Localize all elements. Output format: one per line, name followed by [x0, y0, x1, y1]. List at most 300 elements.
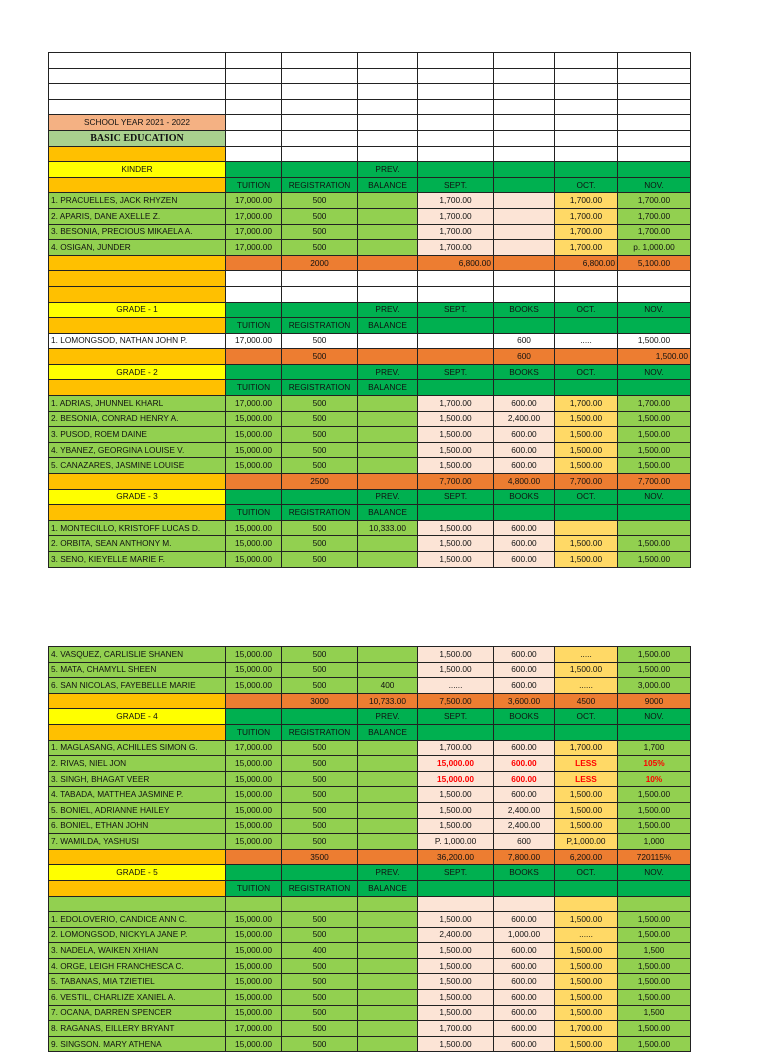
cell-tuition[interactable] [226, 115, 282, 131]
cell-prev-balance[interactable] [358, 1021, 418, 1037]
cell-oct[interactable]: ...... [555, 678, 618, 694]
cell-prev-balance[interactable]: PREV. [358, 364, 418, 380]
cell-nov[interactable]: 9000 [618, 693, 691, 709]
cell-prev-balance[interactable]: PREV. [358, 709, 418, 725]
cell-books[interactable]: BOOKS [494, 489, 555, 505]
cell-prev-balance[interactable]: 400 [358, 678, 418, 694]
cell-registration[interactable]: REGISTRATION [282, 380, 358, 396]
cell-name[interactable]: 3. PUSOD, ROEM DAINE [49, 427, 226, 443]
cell-nov[interactable]: 1,700.00 [618, 396, 691, 412]
cell-oct[interactable]: OCT. [555, 709, 618, 725]
cell-oct[interactable]: P,1,000.00 [555, 834, 618, 850]
cell-name[interactable]: 7. OCANA, DARREN SPENCER [49, 1005, 226, 1021]
cell-tuition[interactable]: 15,000.00 [226, 927, 282, 943]
cell-sept[interactable] [418, 724, 494, 740]
cell-books[interactable]: 3,600.00 [494, 693, 555, 709]
cell-tuition[interactable] [226, 255, 282, 271]
cell-oct[interactable]: 7,700.00 [555, 474, 618, 490]
cell-tuition[interactable]: 15,000.00 [226, 834, 282, 850]
cell-prev-balance[interactable] [358, 834, 418, 850]
cell-books[interactable]: BOOKS [494, 364, 555, 380]
cell-oct[interactable]: 1,500.00 [555, 1005, 618, 1021]
cell-books[interactable]: BOOKS [494, 709, 555, 725]
cell-nov[interactable]: 10% [618, 771, 691, 787]
cell-oct[interactable]: 1,500.00 [555, 427, 618, 443]
cell-oct[interactable]: 1,700.00 [555, 208, 618, 224]
cell-registration[interactable]: REGISTRATION [282, 880, 358, 896]
cell-nov[interactable]: 1,500.00 [618, 818, 691, 834]
cell-oct[interactable] [555, 318, 618, 334]
cell-nov[interactable] [618, 84, 691, 100]
cell-sept[interactable]: SEPT. [418, 709, 494, 725]
cell-books[interactable]: 600.00 [494, 912, 555, 928]
cell-registration[interactable]: 500 [282, 974, 358, 990]
cell-oct[interactable]: 6,200.00 [555, 849, 618, 865]
cell-oct[interactable] [555, 286, 618, 302]
cell-tuition[interactable]: 17,000.00 [226, 396, 282, 412]
cell-tuition[interactable]: 17,000.00 [226, 333, 282, 349]
cell-tuition[interactable] [226, 865, 282, 881]
cell-oct[interactable]: 1,500.00 [555, 958, 618, 974]
cell-prev-balance[interactable] [358, 958, 418, 974]
cell-nov[interactable]: 1,500.00 [618, 927, 691, 943]
cell-nov[interactable] [618, 380, 691, 396]
cell-registration[interactable]: 500 [282, 349, 358, 365]
cell-oct[interactable]: 1,500.00 [555, 458, 618, 474]
cell-nov[interactable]: 1,500.00 [618, 974, 691, 990]
cell-sept[interactable]: 1,700.00 [418, 1021, 494, 1037]
cell-tuition[interactable]: 15,000.00 [226, 427, 282, 443]
cell-name[interactable]: 1. PRACUELLES, JACK RHYZEN [49, 193, 226, 209]
cell-tuition[interactable] [226, 146, 282, 162]
cell-tuition[interactable] [226, 709, 282, 725]
cell-oct[interactable]: 1,500.00 [555, 1036, 618, 1052]
cell-tuition[interactable]: TUITION [226, 318, 282, 334]
cell-name[interactable]: 1. LOMONGSOD, NATHAN JOHN P. [49, 333, 226, 349]
cell-sept[interactable] [418, 880, 494, 896]
cell-prev-balance[interactable] [358, 849, 418, 865]
cell-sept[interactable] [418, 68, 494, 84]
cell-tuition[interactable] [226, 302, 282, 318]
cell-oct[interactable]: 1,700.00 [555, 224, 618, 240]
cell-tuition[interactable]: TUITION [226, 724, 282, 740]
cell-sept[interactable]: 1,500.00 [418, 958, 494, 974]
cell-sept[interactable] [418, 99, 494, 115]
cell-registration[interactable] [282, 271, 358, 287]
cell-nov[interactable] [618, 99, 691, 115]
cell-books[interactable]: 600.00 [494, 974, 555, 990]
cell-name[interactable]: 5. BONIEL, ADRIANNE HAILEY [49, 802, 226, 818]
cell-name[interactable] [49, 505, 226, 521]
cell-sept[interactable]: 1,700.00 [418, 224, 494, 240]
cell-oct[interactable]: LESS [555, 756, 618, 772]
cell-registration[interactable]: REGISTRATION [282, 318, 358, 334]
cell-books[interactable]: 600.00 [494, 958, 555, 974]
cell-books[interactable] [494, 255, 555, 271]
cell-prev-balance[interactable] [358, 130, 418, 146]
cell-oct[interactable]: LESS [555, 771, 618, 787]
cell-oct[interactable]: OCT. [555, 865, 618, 881]
cell-books[interactable]: 600.00 [494, 1005, 555, 1021]
cell-books[interactable] [494, 240, 555, 256]
cell-registration[interactable]: 500 [282, 552, 358, 568]
cell-books[interactable]: 600.00 [494, 1036, 555, 1052]
cell-tuition[interactable]: 15,000.00 [226, 647, 282, 663]
cell-tuition[interactable] [226, 68, 282, 84]
cell-registration[interactable]: 500 [282, 193, 358, 209]
cell-oct[interactable] [555, 505, 618, 521]
cell-registration[interactable] [282, 865, 358, 881]
cell-tuition[interactable] [226, 896, 282, 912]
cell-nov[interactable] [618, 880, 691, 896]
cell-books[interactable] [494, 68, 555, 84]
cell-tuition[interactable]: 15,000.00 [226, 1036, 282, 1052]
cell-registration[interactable]: 500 [282, 1005, 358, 1021]
cell-registration[interactable]: 500 [282, 647, 358, 663]
cell-books[interactable]: 600.00 [494, 756, 555, 772]
cell-nov[interactable]: 1,500.00 [618, 1036, 691, 1052]
cell-nov[interactable]: 1,700.00 [618, 224, 691, 240]
cell-nov[interactable]: NOV. [618, 364, 691, 380]
cell-prev-balance[interactable] [358, 53, 418, 69]
cell-prev-balance[interactable] [358, 1036, 418, 1052]
cell-nov[interactable]: 1,500.00 [618, 552, 691, 568]
cell-sept[interactable] [418, 318, 494, 334]
cell-name[interactable]: 1. MONTECILLO, KRISTOFF LUCAS D. [49, 520, 226, 536]
cell-registration[interactable]: 500 [282, 224, 358, 240]
cell-books[interactable] [494, 505, 555, 521]
cell-prev-balance[interactable] [358, 1005, 418, 1021]
cell-name[interactable] [49, 880, 226, 896]
cell-books[interactable] [494, 193, 555, 209]
cell-tuition[interactable] [226, 489, 282, 505]
cell-sept[interactable]: 1,500.00 [418, 787, 494, 803]
cell-books[interactable]: 600.00 [494, 678, 555, 694]
cell-books[interactable] [494, 99, 555, 115]
cell-books[interactable]: 2,400.00 [494, 411, 555, 427]
cell-oct[interactable]: 1,500.00 [555, 662, 618, 678]
cell-prev-balance[interactable] [358, 240, 418, 256]
cell-name[interactable] [49, 318, 226, 334]
cell-prev-balance[interactable] [358, 771, 418, 787]
cell-registration[interactable]: 500 [282, 802, 358, 818]
cell-sept[interactable] [418, 896, 494, 912]
cell-nov[interactable]: 1,500 [618, 1005, 691, 1021]
cell-nov[interactable] [618, 318, 691, 334]
cell-oct[interactable] [555, 162, 618, 178]
cell-name[interactable]: 1. ADRIAS, JHUNNEL KHARL [49, 396, 226, 412]
cell-nov[interactable]: 1,500.00 [618, 442, 691, 458]
cell-oct[interactable]: 1,700.00 [555, 1021, 618, 1037]
cell-oct[interactable]: ..... [555, 333, 618, 349]
cell-registration[interactable]: 500 [282, 1036, 358, 1052]
cell-sept[interactable]: 36,200.00 [418, 849, 494, 865]
cell-nov[interactable]: 5,100.00 [618, 255, 691, 271]
cell-name[interactable]: GRADE - 4 [49, 709, 226, 725]
cell-tuition[interactable]: 17,000.00 [226, 240, 282, 256]
cell-name[interactable]: 7. WAMILDA, YASHUSI [49, 834, 226, 850]
cell-tuition[interactable]: 15,000.00 [226, 990, 282, 1006]
cell-oct[interactable] [555, 68, 618, 84]
cell-books[interactable] [494, 380, 555, 396]
cell-prev-balance[interactable] [358, 647, 418, 663]
cell-prev-balance[interactable]: 10,733.00 [358, 693, 418, 709]
cell-tuition[interactable]: 15,000.00 [226, 756, 282, 772]
cell-registration[interactable] [282, 709, 358, 725]
cell-books[interactable]: 600.00 [494, 740, 555, 756]
cell-oct[interactable] [555, 271, 618, 287]
cell-nov[interactable]: 1,500.00 [618, 536, 691, 552]
cell-oct[interactable]: ..... [555, 647, 618, 663]
cell-tuition[interactable]: 15,000.00 [226, 802, 282, 818]
cell-tuition[interactable]: 15,000.00 [226, 1005, 282, 1021]
cell-nov[interactable]: NOV. [618, 865, 691, 881]
cell-nov[interactable] [618, 68, 691, 84]
cell-tuition[interactable] [226, 99, 282, 115]
cell-prev-balance[interactable] [358, 193, 418, 209]
cell-prev-balance[interactable] [358, 662, 418, 678]
cell-registration[interactable] [282, 489, 358, 505]
cell-sept[interactable]: 1,500.00 [418, 912, 494, 928]
cell-name[interactable] [49, 68, 226, 84]
cell-name[interactable]: 6. VESTIL, CHARLIZE XANIEL A. [49, 990, 226, 1006]
cell-nov[interactable]: NOV. [618, 709, 691, 725]
cell-prev-balance[interactable] [358, 146, 418, 162]
cell-sept[interactable]: SEPT. [418, 489, 494, 505]
cell-name[interactable]: BASIC EDUCATION [49, 130, 226, 146]
cell-sept[interactable]: 1,500.00 [418, 536, 494, 552]
cell-sept[interactable]: 1,500.00 [418, 818, 494, 834]
cell-registration[interactable] [282, 130, 358, 146]
cell-registration[interactable]: 500 [282, 834, 358, 850]
cell-oct[interactable] [555, 896, 618, 912]
cell-registration[interactable] [282, 99, 358, 115]
cell-prev-balance[interactable]: BALANCE [358, 724, 418, 740]
cell-name[interactable]: 5. CANAZARES, JASMINE LOUISE [49, 458, 226, 474]
cell-prev-balance[interactable]: BALANCE [358, 177, 418, 193]
cell-oct[interactable]: 1,500.00 [555, 802, 618, 818]
cell-nov[interactable]: 1,500.00 [618, 427, 691, 443]
cell-nov[interactable] [618, 146, 691, 162]
cell-sept[interactable]: SEPT. [418, 364, 494, 380]
cell-registration[interactable]: 500 [282, 240, 358, 256]
cell-tuition[interactable]: TUITION [226, 880, 282, 896]
cell-oct[interactable]: 1,500.00 [555, 787, 618, 803]
cell-registration[interactable] [282, 302, 358, 318]
cell-books[interactable]: 600 [494, 834, 555, 850]
cell-name[interactable]: 6. BONIEL, ETHAN JOHN [49, 818, 226, 834]
cell-oct[interactable]: 4500 [555, 693, 618, 709]
cell-books[interactable]: 600.00 [494, 990, 555, 1006]
cell-oct[interactable] [555, 349, 618, 365]
cell-name[interactable]: 1. EDOLOVERIO, CANDICE ANN C. [49, 912, 226, 928]
cell-prev-balance[interactable] [358, 740, 418, 756]
cell-tuition[interactable]: 17,000.00 [226, 740, 282, 756]
cell-oct[interactable]: 1,500.00 [555, 536, 618, 552]
cell-oct[interactable] [555, 115, 618, 131]
cell-books[interactable]: 600.00 [494, 520, 555, 536]
cell-sept[interactable]: 7,700.00 [418, 474, 494, 490]
cell-oct[interactable]: 6,800.00 [555, 255, 618, 271]
cell-name[interactable] [49, 693, 226, 709]
cell-tuition[interactable] [226, 364, 282, 380]
cell-prev-balance[interactable] [358, 427, 418, 443]
cell-name[interactable] [49, 255, 226, 271]
cell-registration[interactable] [282, 162, 358, 178]
cell-sept[interactable] [418, 505, 494, 521]
cell-prev-balance[interactable] [358, 286, 418, 302]
cell-oct[interactable] [555, 380, 618, 396]
cell-sept[interactable]: 1,500.00 [418, 1036, 494, 1052]
cell-prev-balance[interactable]: BALANCE [358, 505, 418, 521]
cell-sept[interactable]: 15,000.00 [418, 756, 494, 772]
cell-tuition[interactable] [226, 271, 282, 287]
cell-oct[interactable] [555, 84, 618, 100]
cell-prev-balance[interactable] [358, 974, 418, 990]
cell-sept[interactable]: SEPT. [418, 865, 494, 881]
cell-books[interactable]: 600.00 [494, 771, 555, 787]
cell-books[interactable] [494, 271, 555, 287]
cell-sept[interactable]: 1,500.00 [418, 552, 494, 568]
cell-nov[interactable]: 1,500.00 [618, 1021, 691, 1037]
cell-name[interactable]: 2. APARIS, DANE AXELLE Z. [49, 208, 226, 224]
cell-nov[interactable] [618, 896, 691, 912]
cell-registration[interactable]: 3000 [282, 693, 358, 709]
cell-books[interactable] [494, 162, 555, 178]
cell-registration[interactable]: 500 [282, 740, 358, 756]
cell-nov[interactable]: 1,500.00 [618, 990, 691, 1006]
cell-prev-balance[interactable] [358, 271, 418, 287]
cell-registration[interactable]: REGISTRATION [282, 505, 358, 521]
cell-tuition[interactable]: 15,000.00 [226, 974, 282, 990]
cell-nov[interactable] [618, 162, 691, 178]
cell-name[interactable]: 4. TABADA, MATTHEA JASMINE P. [49, 787, 226, 803]
cell-oct[interactable]: 1,500.00 [555, 912, 618, 928]
cell-nov[interactable] [618, 271, 691, 287]
cell-tuition[interactable]: 15,000.00 [226, 458, 282, 474]
cell-name[interactable]: 9. SINGSON. MARY ATHENA [49, 1036, 226, 1052]
cell-name[interactable]: 6. SAN NICOLAS, FAYEBELLE MARIE [49, 678, 226, 694]
cell-sept[interactable]: 1,500.00 [418, 442, 494, 458]
cell-prev-balance[interactable] [358, 99, 418, 115]
cell-prev-balance[interactable] [358, 84, 418, 100]
cell-name[interactable] [49, 380, 226, 396]
cell-name[interactable]: 5. MATA, CHAMYLL SHEEN [49, 662, 226, 678]
cell-sept[interactable]: 1,500.00 [418, 1005, 494, 1021]
cell-nov[interactable] [618, 115, 691, 131]
cell-name[interactable]: 8. RAGANAS, EILLERY BRYANT [49, 1021, 226, 1037]
cell-oct[interactable]: OCT. [555, 302, 618, 318]
cell-name[interactable] [49, 896, 226, 912]
cell-tuition[interactable]: 17,000.00 [226, 224, 282, 240]
cell-registration[interactable] [282, 84, 358, 100]
cell-prev-balance[interactable] [358, 912, 418, 928]
cell-registration[interactable]: 2000 [282, 255, 358, 271]
cell-tuition[interactable] [226, 53, 282, 69]
cell-books[interactable]: 600.00 [494, 442, 555, 458]
cell-oct[interactable] [555, 53, 618, 69]
cell-oct[interactable]: 1,500.00 [555, 818, 618, 834]
cell-sept[interactable]: 1,500.00 [418, 990, 494, 1006]
cell-books[interactable] [494, 130, 555, 146]
cell-sept[interactable] [418, 130, 494, 146]
cell-registration[interactable]: 3500 [282, 849, 358, 865]
cell-registration[interactable]: 500 [282, 536, 358, 552]
cell-oct[interactable]: 1,500.00 [555, 943, 618, 959]
cell-tuition[interactable] [226, 849, 282, 865]
cell-registration[interactable]: 500 [282, 756, 358, 772]
cell-registration[interactable]: 500 [282, 818, 358, 834]
cell-name[interactable]: 2. ORBITA, SEAN ANTHONY M. [49, 536, 226, 552]
cell-sept[interactable]: 1,700.00 [418, 740, 494, 756]
cell-registration[interactable]: 500 [282, 990, 358, 1006]
cell-oct[interactable]: 1,700.00 [555, 740, 618, 756]
cell-prev-balance[interactable] [358, 536, 418, 552]
cell-sept[interactable]: 1,500.00 [418, 411, 494, 427]
cell-prev-balance[interactable] [358, 896, 418, 912]
cell-sept[interactable]: SEPT. [418, 302, 494, 318]
cell-books[interactable]: 2,400.00 [494, 818, 555, 834]
cell-tuition[interactable]: 15,000.00 [226, 520, 282, 536]
cell-prev-balance[interactable] [358, 115, 418, 131]
cell-prev-balance[interactable]: 10,333.00 [358, 520, 418, 536]
cell-nov[interactable]: 105% [618, 756, 691, 772]
cell-tuition[interactable]: 15,000.00 [226, 943, 282, 959]
cell-registration[interactable]: REGISTRATION [282, 724, 358, 740]
cell-name[interactable]: 2. RIVAS, NIEL JON [49, 756, 226, 772]
cell-tuition[interactable]: 15,000.00 [226, 442, 282, 458]
cell-tuition[interactable]: 17,000.00 [226, 193, 282, 209]
cell-tuition[interactable] [226, 130, 282, 146]
cell-books[interactable] [494, 286, 555, 302]
cell-tuition[interactable] [226, 286, 282, 302]
cell-oct[interactable]: 1,500.00 [555, 552, 618, 568]
cell-prev-balance[interactable] [358, 68, 418, 84]
cell-tuition[interactable]: TUITION [226, 177, 282, 193]
cell-sept[interactable]: 1,700.00 [418, 396, 494, 412]
cell-sept[interactable]: 1,500.00 [418, 974, 494, 990]
cell-oct[interactable] [555, 880, 618, 896]
cell-prev-balance[interactable] [358, 552, 418, 568]
cell-prev-balance[interactable] [358, 787, 418, 803]
cell-prev-balance[interactable] [358, 442, 418, 458]
cell-name[interactable]: 4. OSIGAN, JUNDER [49, 240, 226, 256]
cell-prev-balance[interactable] [358, 818, 418, 834]
cell-sept[interactable]: 1,500.00 [418, 520, 494, 536]
cell-prev-balance[interactable] [358, 349, 418, 365]
cell-name[interactable]: GRADE - 3 [49, 489, 226, 505]
cell-sept[interactable]: 1,500.00 [418, 458, 494, 474]
cell-nov[interactable]: 1,500.00 [618, 802, 691, 818]
cell-sept[interactable]: ...... [418, 678, 494, 694]
cell-sept[interactable] [418, 333, 494, 349]
cell-registration[interactable] [282, 53, 358, 69]
cell-prev-balance[interactable] [358, 396, 418, 412]
cell-registration[interactable]: 500 [282, 333, 358, 349]
cell-name[interactable] [49, 177, 226, 193]
cell-tuition[interactable] [226, 84, 282, 100]
cell-sept[interactable]: 1,500.00 [418, 943, 494, 959]
cell-name[interactable]: 3. SENO, KIEYELLE MARIE F. [49, 552, 226, 568]
cell-prev-balance[interactable] [358, 943, 418, 959]
cell-tuition[interactable]: 15,000.00 [226, 536, 282, 552]
cell-sept[interactable]: 2,400.00 [418, 927, 494, 943]
cell-prev-balance[interactable] [358, 333, 418, 349]
cell-books[interactable] [494, 115, 555, 131]
cell-books[interactable]: 600.00 [494, 396, 555, 412]
cell-prev-balance[interactable] [358, 990, 418, 1006]
cell-tuition[interactable]: 15,000.00 [226, 771, 282, 787]
